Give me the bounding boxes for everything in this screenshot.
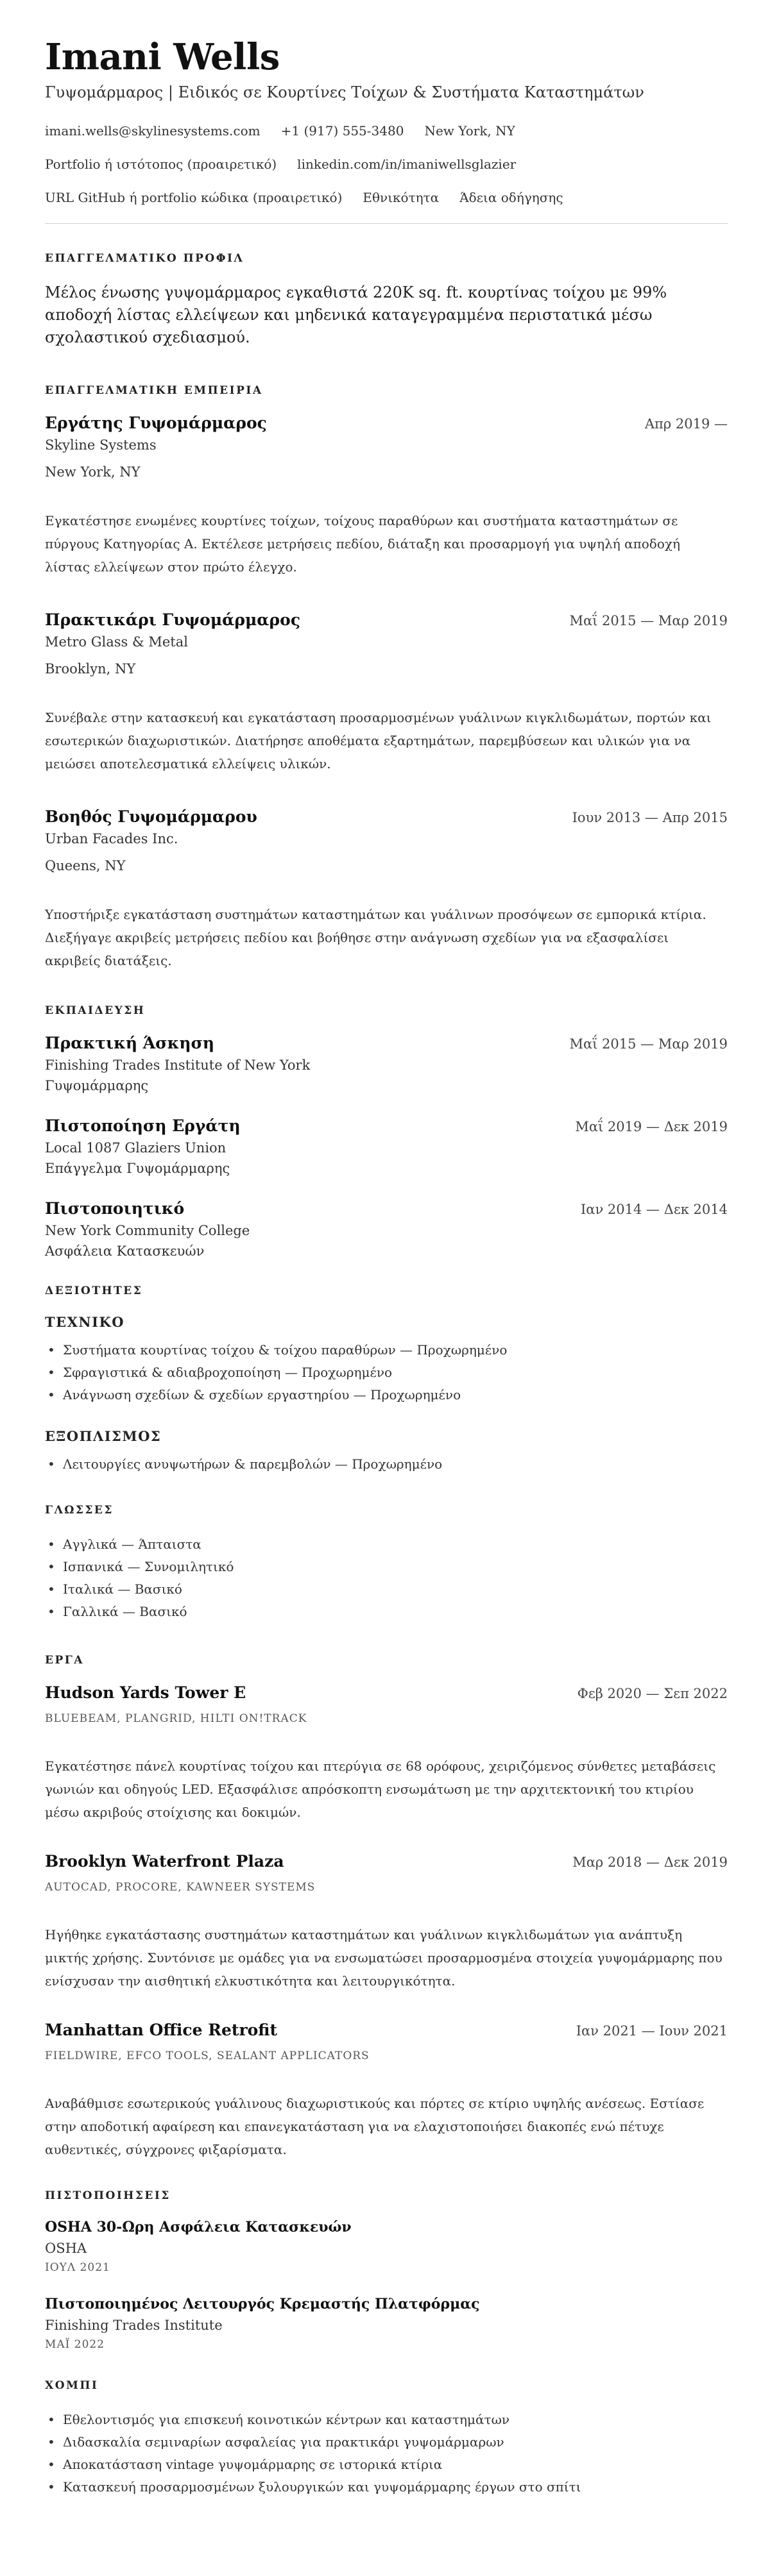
school-name: Local 1087 Glaziers Union — [45, 1140, 227, 1156]
project-tech: AUTOCAD, PROCORE, KAWNEER SYSTEMS — [45, 1881, 316, 1894]
certification-date: ΙΟΥΛ 2021 — [45, 2261, 110, 2275]
experience-section — [45, 384, 728, 972]
project-entry — [45, 1683, 728, 1824]
job-title: Πρακτικάρι Γυψομάρμαρος — [45, 610, 301, 630]
job-location: Queens, NY — [45, 858, 126, 874]
company-name: Metro Glass & Metal — [45, 634, 188, 650]
profile-section — [45, 252, 728, 348]
skill-item: • Συστήματα κουρτίνας τοίχου & τοίχου παραθύρων — Προχωρημένο — [45, 1339, 728, 1361]
headline: Γυψομάρμαρος | Ειδικός σε Κουρτίνες Τοίχων & Συστήματα Καταστημάτων — [45, 83, 644, 101]
company-name: Urban Facades Inc. — [45, 831, 178, 847]
job-dates: Απρ 2019 — — [644, 416, 728, 432]
project-name: Brooklyn Waterfront Plaza — [45, 1852, 284, 1871]
certification-issuer: OSHA — [45, 2241, 87, 2257]
hobby-item: • Εθελοντισμός για επισκευή κοινοτικών κέντρων και καταστημάτων — [45, 2409, 728, 2431]
portfolio-link[interactable]: Portfolio ή ιστότοπος (προαιρετικό) — [45, 156, 277, 172]
education-dates: Ιαν 2014 — Δεκ 2014 — [580, 1202, 728, 1218]
project-description: Ηγήθηκε εγκατάστασης συστημάτων καταστημάτων και γυάλινων κιγκλιδωμάτων για ανάπτυξη μικτής χρήσης. Συντόνισε με ομάδες για να ενσωματώσει προσαρμοσμένα στοιχεία γυψομάρμαρης που ενίσχυσαν την αισθητική ελκυστικότητα και λειτουργικότητα. — [45, 1927, 723, 1989]
language-list — [45, 1533, 728, 1623]
project-name: Manhattan Office Retrofit — [45, 2021, 278, 2040]
header-divider — [45, 223, 728, 224]
skill-group-title: ΤΕΧΝΙΚΟ — [45, 1314, 124, 1331]
profile-summary: Μέλος ένωσης γυψομάρμαρος εγκαθιστά 220K sq. ft. κουρτίνας τοίχου με 99% αποδοχή λίστας ελλείψεων και μηδενικά καταγεγραμμένα περιστατικά μέσω σχολαστικού σχεδιασμού. — [45, 283, 667, 346]
skills-section — [45, 1284, 728, 1476]
education-entry — [45, 1034, 728, 1093]
education-entry — [45, 1116, 728, 1176]
certification-name: Πιστοποιημένος Λειτουργός Κρεμαστής Πλατφόρμας — [45, 2296, 480, 2313]
section-title: ΓΛΩΣΣΕΣ — [45, 1504, 114, 1517]
job-description: Εγκατέστησε ενωμένες κουρτίνες τοίχων, τοίχους παραθύρων και συστήματα καταστημάτων σε πύργους Κατηγορίας Α. Εκτέλεσε μετρήσεις πεδίου, διάταξη και προσαρμογή για υψηλή αποδοχή λίστας ελλείψεων στον πρώτο έλεγχο. — [45, 513, 680, 575]
project-tech: FIELDWIRE, EFCO TOOLS, SEALANT APPLICATORS — [45, 2050, 370, 2063]
degree-title: Πιστοποιητικό — [45, 1199, 185, 1218]
section-title: ΠΙΣΤΟΠΟΙΗΣΕΙΣ — [45, 2189, 171, 2203]
phone-link[interactable]: +1 (917) 555-3480 — [280, 123, 404, 139]
skill-item: • Λειτουργίες ανυψωτήρων & παρεμβολών — Προχωρημένο — [45, 1453, 728, 1476]
degree-title: Πρακτική Άσκηση — [45, 1034, 215, 1053]
job-location: New York, NY — [45, 464, 141, 480]
language-item: • Ιταλικά — Βασικό — [45, 1578, 728, 1601]
skill-group-title: ΕΞΟΠΛΙΣΜΟΣ — [45, 1428, 162, 1445]
contact-row — [45, 123, 728, 139]
project-entry — [45, 2021, 728, 2161]
skill-item: • Σφραγιστικά & αδιαβροχοποίηση — Προχωρημένο — [45, 1361, 728, 1384]
project-description: Αναβάθμισε εσωτερικούς γυάλινους διαχωριστικούς και πόρτες σε κτίριο υψηλής ανέσεως. Εστίασε στην αποδοτική αφαίρεση και επανεγκατάσταση για να ελαχιστοποιήσει διακοπές ενώ πέτυχε αυθεντικές, σύγχρονες φιξαρίσματα. — [45, 2096, 705, 2158]
email-link[interactable]: imani.wells@skylinesystems.com — [45, 123, 261, 139]
certification-issuer: Finishing Trades Institute — [45, 2318, 223, 2334]
degree-title: Πιστοποίηση Εργάτη — [45, 1116, 241, 1136]
certification-date: ΜΑΪ 2022 — [45, 2338, 105, 2352]
education-entry — [45, 1199, 728, 1259]
job-description: Υποστήριξε εγκατάσταση συστημάτων καταστημάτων και γυάλινων προσόψεων σε εμπορικά κτίρια. Διεξήγαγε ακριβείς μετρήσεις πεδίου και βοήθησε στην ανάγνωση σχεδίων για να εξασφαλίσει ακριβείς διατάξεις. — [45, 907, 706, 969]
project-tech: BLUEBEAM, PLANGRID, HILTI ON!TRACK — [45, 1712, 307, 1726]
section-title: ΕΠΑΓΓΕΛΜΑΤΙΚΟ ΠΡΟΦΙΛ — [45, 252, 244, 265]
skill-list — [45, 1453, 728, 1476]
languages-section — [45, 1504, 728, 1623]
hobby-item: • Αποκατάσταση vintage γυψομάρμαρης σε ιστορικά κτίρια — [45, 2454, 728, 2476]
language-item: • Αγγλικά — Άπταιστα — [45, 1533, 728, 1556]
skill-item: • Ανάγνωση σχεδίων & σχεδίων εργαστηρίου — Προχωρημένο — [45, 1384, 728, 1406]
job-dates: Ιουν 2013 — Απρ 2015 — [572, 810, 728, 826]
school-name: New York Community College — [45, 1223, 250, 1239]
contact-row — [45, 190, 728, 205]
hobby-item: • Διδασκαλία σεμιναρίων ασφαλείας για πρακτικάρι γυψομάρμαρων — [45, 2431, 728, 2454]
nationality: Εθνικότητα — [363, 190, 440, 205]
company-name: Skyline Systems — [45, 437, 157, 453]
hobby-item: • Κατασκευή προσαρμοσμένων ξυλουργικών και γυψομάρμαρης έργων στο σπίτι — [45, 2476, 728, 2498]
experience-entry — [45, 414, 728, 578]
field-of-study: Γυψομάρμαρης — [45, 1078, 149, 1094]
experience-entry — [45, 807, 728, 972]
language-item: • Γαλλικά — Βασικό — [45, 1601, 728, 1623]
skill-list — [45, 1339, 728, 1406]
education-dates: Μαΐ 2015 — Μαρ 2019 — [569, 1036, 728, 1052]
driving-license: Άδεια οδήγησης — [459, 190, 563, 205]
projects-section — [45, 1654, 728, 2161]
github-link[interactable]: URL GitHub ή portfolio κώδικα (προαιρετικό) — [45, 190, 343, 205]
certification-entry — [45, 2219, 728, 2274]
project-dates: Φεβ 2020 — Σεπ 2022 — [577, 1686, 728, 1702]
resume-header — [45, 36, 728, 205]
section-title: ΕΠΑΓΓΕΛΜΑΤΙΚΗ ΕΜΠΕΙΡΙΑ — [45, 384, 263, 398]
certifications-section — [45, 2189, 728, 2351]
job-description: Συνέβαλε στην κατασκευή και εγκατάσταση προσαρμοσμένων γυάλινων κιγκλιδωμάτων, πορτών και εσωτερικών διαχωριστικών. Διατήρησε αποθέματα εξαρτημάτων, παρεμβύσεων και υλικών για να μειώσει αποτελεσματικά ελλείψεις υλικών. — [45, 710, 712, 772]
project-name: Hudson Yards Tower E — [45, 1683, 246, 1703]
certification-entry — [45, 2296, 728, 2351]
location: New York, NY — [424, 123, 515, 139]
project-dates: Μαρ 2018 — Δεκ 2019 — [572, 1855, 728, 1871]
field-of-study: Ασφάλεια Κατασκευών — [45, 1243, 205, 1259]
linkedin-link[interactable]: linkedin.com/in/imaniwellsglazier — [297, 156, 517, 172]
experience-entry — [45, 610, 728, 775]
project-dates: Ιαν 2021 — Ιουν 2021 — [576, 2023, 728, 2039]
job-title: Εργάτης Γυψομάρμαρος — [45, 414, 267, 433]
field-of-study: Επάγγελμα Γυψομάρμαρης — [45, 1161, 230, 1177]
candidate-name: Imani Wells — [45, 36, 280, 78]
job-title: Βοηθός Γυψομάρμαρου — [45, 807, 257, 827]
education-dates: Μαΐ 2019 — Δεκ 2019 — [575, 1119, 728, 1135]
section-title: ΧΟΜΠΙ — [45, 2379, 99, 2393]
language-item: • Ισπανικά — Συνομιλητικό — [45, 1556, 728, 1578]
section-title: ΕΚΠΑΙΔΕΥΣΗ — [45, 1004, 146, 1018]
hobby-list — [45, 2409, 728, 2498]
job-location: Brooklyn, NY — [45, 661, 136, 677]
school-name: Finishing Trades Institute of New York — [45, 1057, 311, 1073]
hobbies-section — [45, 2379, 728, 2498]
education-section — [45, 1004, 728, 1259]
project-description: Εγκατέστησε πάνελ κουρτίνας τοίχου και πτερύγια σε 68 ορόφους, χειριζόμενος σύνθετες μεταβάσεις γωνιών και οδηγούς LED. Εξασφάλισε απρόσκοπτη ενσωμάτωση με την αρχιτεκτονική του κτιρίου μέσω ακριβούς στοίχισης και δοκιμών. — [45, 1758, 716, 1821]
certification-name: OSHA 30-Ωρη Ασφάλεια Κατασκευών — [45, 2219, 352, 2236]
project-entry — [45, 1852, 728, 1992]
contact-row — [45, 156, 728, 172]
job-dates: Μαΐ 2015 — Μαρ 2019 — [569, 613, 728, 629]
section-title: ΕΡΓΑ — [45, 1654, 84, 1667]
section-title: ΔΕΞΙΟΤΗΤΕΣ — [45, 1284, 143, 1298]
